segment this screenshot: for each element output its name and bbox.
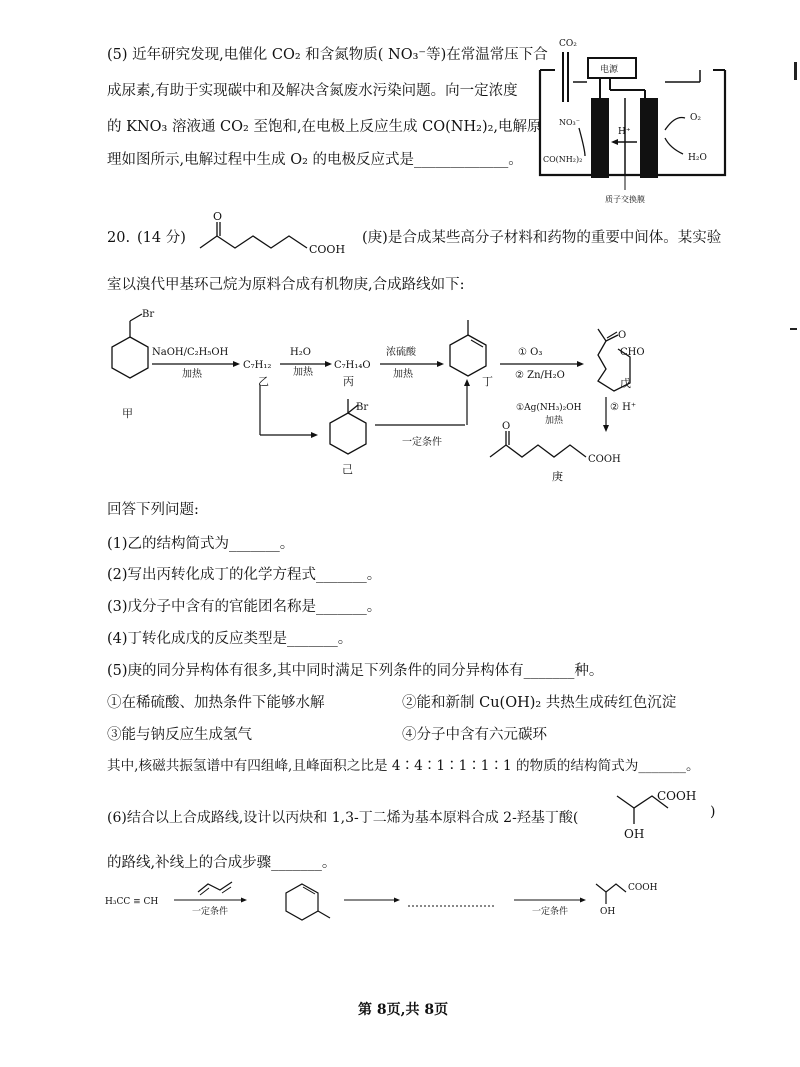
sub-question-4: (4)丁转化成戊的反应类型是_______。 [107, 631, 353, 647]
step6-condition: 一定条件 [402, 437, 442, 448]
ji-br: Br [356, 402, 369, 413]
answer-header: 回答下列问题: [107, 502, 199, 518]
step5-reagent: ①Ag(NH₃)₂OH [516, 403, 582, 413]
bing-label: 丙 [343, 375, 354, 388]
step2-reagent: H₂O [290, 347, 311, 358]
propyne-label: H₃CC ≡ CH [105, 897, 159, 907]
q20-number: 20. [107, 230, 131, 246]
q19-line-3: 的 KNO₃ 溶液通 CO₂ 至饱和,在电极上反应生成 CO(NH₂)₂,电解原 [107, 119, 542, 135]
wu-cho: CHO [620, 347, 645, 358]
yi-formula: C₇H₁₂ [243, 360, 272, 371]
yi-label: 乙 [258, 375, 269, 388]
sub6-oh: OH [624, 827, 645, 841]
ding-label: 丁 [482, 375, 493, 388]
anode-electrode [640, 98, 658, 178]
step5-condition: 加热 [545, 416, 564, 426]
synthesis-route-diagram [90, 305, 690, 495]
q20-intro-line-2: 室以溴代甲基环己烷为原料合成有机物庚,合成路线如下: [107, 277, 465, 293]
final-route-diagram [100, 878, 720, 933]
geng-chain [490, 445, 586, 457]
condition-2: ②能和新制 Cu(OH)₂ 共热生成砖红色沉淀 [402, 695, 677, 711]
h-plus-label: H⁺ [618, 127, 631, 137]
electrolysis-cell-diagram [525, 30, 740, 210]
geng-label: 庚 [552, 470, 563, 483]
step2-condition: 加热 [293, 367, 313, 378]
scan-edge-mark [794, 62, 797, 80]
sub-question-6-continued: 的路线,补线上的合成步骤_______。 [107, 855, 337, 871]
jia-br: Br [142, 309, 155, 320]
scan-edge-mark [790, 328, 797, 330]
membrane-caption: 质子交换膜 [605, 195, 645, 204]
wu-label: 戊 [620, 377, 631, 390]
step4-reagent: ① O₃ [518, 347, 543, 358]
hydroxybutyric-acid-structure [612, 786, 722, 842]
final-condition-a: 一定条件 [192, 907, 229, 917]
sub6-close-paren: ) [710, 804, 716, 820]
ding-ring [450, 335, 486, 376]
step4-condition: ② Zn/H₂O [515, 370, 565, 381]
urea-label: CO(NH₂)₂ [543, 155, 583, 164]
step3-reagent: 浓硫酸 [386, 347, 416, 358]
condition-1: ①在稀硫酸、加热条件下能够水解 [107, 695, 325, 711]
bing-formula: C₇H₁₄O [334, 360, 371, 371]
sub-question-2: (2)写出丙转化成丁的化学方程式_______。 [107, 567, 382, 583]
final-ring [286, 884, 318, 920]
final-condition-b: 一定条件 [532, 907, 569, 917]
sub-question-6: (6)结合以上合成路线,设计以丙炔和 1,3-丁二烯为基本原料合成 2-羟基丁酸( [107, 810, 579, 826]
q20-score: (14 分) [137, 230, 186, 246]
q19-line-4: 理如图所示,电解过程中生成 O₂ 的电极反应式是_____________。 [107, 152, 523, 168]
final-oh: OH [600, 907, 616, 917]
power-source-label: 电源 [600, 65, 619, 75]
geng-cooh: COOH [588, 454, 621, 465]
nmr-question: 其中,核磁共振氢谱中有四组峰,且峰面积之比是 4∶4∶1∶1∶1∶1 的物质的结构简式为_______。 [107, 758, 700, 774]
step1-reagent: NaOH/C₂H₅OH [152, 347, 229, 358]
condition-4: ④分子中含有六元碳环 [402, 727, 547, 743]
cathode-electrode [591, 98, 609, 178]
step5-acid: ② H⁺ [610, 402, 637, 413]
nitrate-label: NO₃⁻ [559, 118, 580, 127]
jia-label: 甲 [122, 407, 133, 420]
q20-intro-suffix: (庚)是合成某些高分子材料和药物的重要中间体。某实验 [362, 230, 722, 246]
header-keto-o: O [213, 210, 223, 223]
co2-inlet-label: CO₂ [559, 39, 577, 49]
ji-ring [330, 413, 366, 454]
header-cooh: COOH [309, 243, 346, 256]
q19-line-1: (5) 近年研究发现,电催化 CO₂ 和含氮物质( NO₃⁻等)在常温常压下合 [107, 47, 548, 63]
sub6-cooh: COOH [657, 789, 697, 803]
butadiene-structure [198, 882, 232, 892]
ji-label: 己 [342, 463, 353, 476]
oxygen-label: O₂ [690, 113, 701, 123]
step3-condition: 加热 [393, 369, 413, 380]
water-label: H₂O [688, 153, 707, 163]
q19-line-2: 成尿素,有助于实现碳中和及解决含氮废水污染问题。向一定浓度 [107, 83, 518, 99]
condition-3: ③能与钠反应生成氢气 [107, 727, 252, 743]
sub-question-5: (5)庚的同分异构体有很多,其中同时满足下列条件的同分异构体有_______种。 [107, 663, 604, 679]
sub-question-1: (1)乙的结构简式为_______。 [107, 536, 295, 552]
geng-structure-header [195, 208, 365, 258]
wu-keto-o: O [618, 330, 627, 341]
jia-ring [112, 337, 148, 378]
page-footer: 第 8页,共 8页 [358, 1002, 449, 1018]
sub-question-3: (3)戊分子中含有的官能团名称是_______。 [107, 599, 382, 615]
step1-condition: 加热 [182, 369, 202, 380]
final-cooh: COOH [628, 883, 658, 893]
final-product-chain [596, 884, 626, 892]
geng-o: O [502, 421, 511, 432]
